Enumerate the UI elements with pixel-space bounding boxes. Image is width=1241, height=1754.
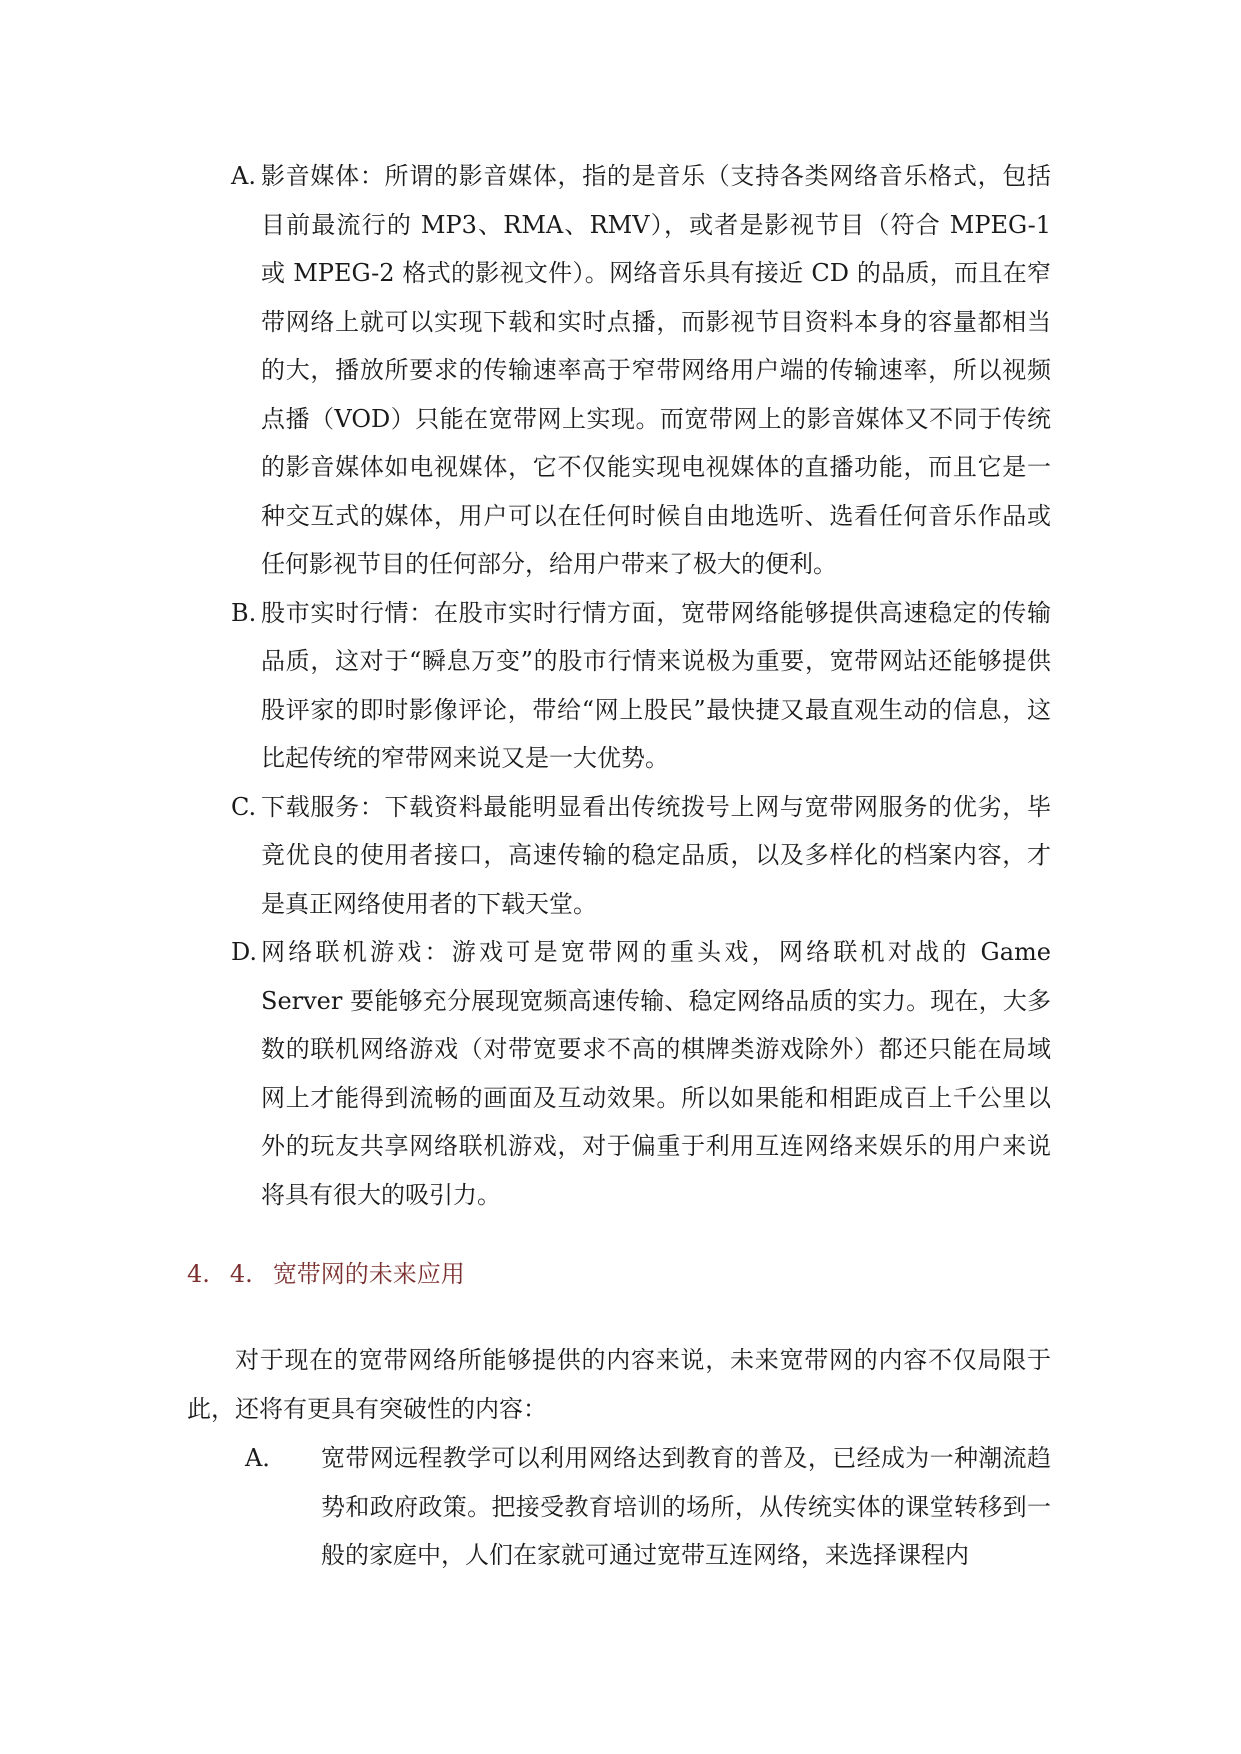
list-marker: D. [231,938,258,966]
list-item [231,928,1051,1219]
list-item-text: 股市实时行情：在股市实时行情方面，宽带网络能够提供高速稳定的传输品质，这对于“瞬息万变”的股市行情来说极为重要，宽带网站还能够提供股评家的即时影像评论，带给“网上股民”最快捷又最直观生动的信息，这比起传统的窄带网来说又是一大优势。 [261,598,1051,772]
future-items-list [245,1434,1051,1580]
list-marker: B. [231,598,257,627]
section-number-minor: 4. [229,1260,253,1288]
list-item-text: 下载服务：下载资料最能明显看出传统拨号上网与宽带网服务的优劣，毕竟优良的使用者接口，高速传输的稳定品质，以及多样化的档案内容，才是真正网络使用者的下载天堂。 [261,792,1051,918]
list-item [231,783,1051,929]
section-title: 宽带网的未来应用 [272,1260,465,1288]
list-marker: C. [231,792,257,821]
applications-list [231,152,1051,1219]
section-number-major: 4. [187,1260,210,1288]
list-item [231,589,1051,783]
list-marker: A. [231,162,256,190]
list-item-text: 影音媒体：所谓的影音媒体，指的是音乐（支持各类网络音乐格式，包括目前最流行的 MP3、RMA、RMV），或者是影视节目（符合 MPEG-1 或 MPEG-2 格式的影视文件）。网络音乐具有接近 CD 的品质，而且在窄带网络上就可以实现下载和实时点播，而影视节目资料本身的容量都相当的大，播放所要求的传输速率高于窄带网络用户端的传输速率，所以视频点播（VOD）只能在宽带网上实现。而宽带网上的影音媒体又不同于传统的影音媒体如电视媒体，它不仅能实现电视媒体的直播功能，而且它是一种交互式的媒体，用户可以在任何时候自由地选听、选看任何音乐作品或任何影视节目的任何部分，给用户带来了极大的便利。 [261,162,1051,578]
list-item-text: 宽带网远程教学可以利用网络达到教育的普及，已经成为一种潮流趋势和政府政策。把接受教育培训的场所，从传统实体的课堂转移到一般的家庭中，人们在家就可通过宽带互连网络，来选择课程内 [321,1444,1051,1569]
intro-paragraph: 对于现在的宽带网络所能够提供的内容来说，未来宽带网的内容不仅局限于此，还将有更具有突破性的内容： [187,1346,1051,1423]
section-heading [187,1256,465,1292]
list-item [231,152,1051,589]
list-item-text: 网络联机游戏：游戏可是宽带网的重头戏，网络联机对战的 Game Server 要能够充分展现宽频高速传输、稳定网络品质的实力。现在，大多数的联机网络游戏（对带宽要求不高的棋牌类游戏除外）都还只能在局域网上才能得到流畅的画面及互动效果。所以如果能和相距成百上千公里以外的玩友共享网络联机游戏，对于偏重于利用互连网络来娱乐的用户来说将具有很大的吸引力。 [261,938,1051,1209]
list-marker: A． [245,1444,287,1472]
list-item [245,1434,1051,1580]
